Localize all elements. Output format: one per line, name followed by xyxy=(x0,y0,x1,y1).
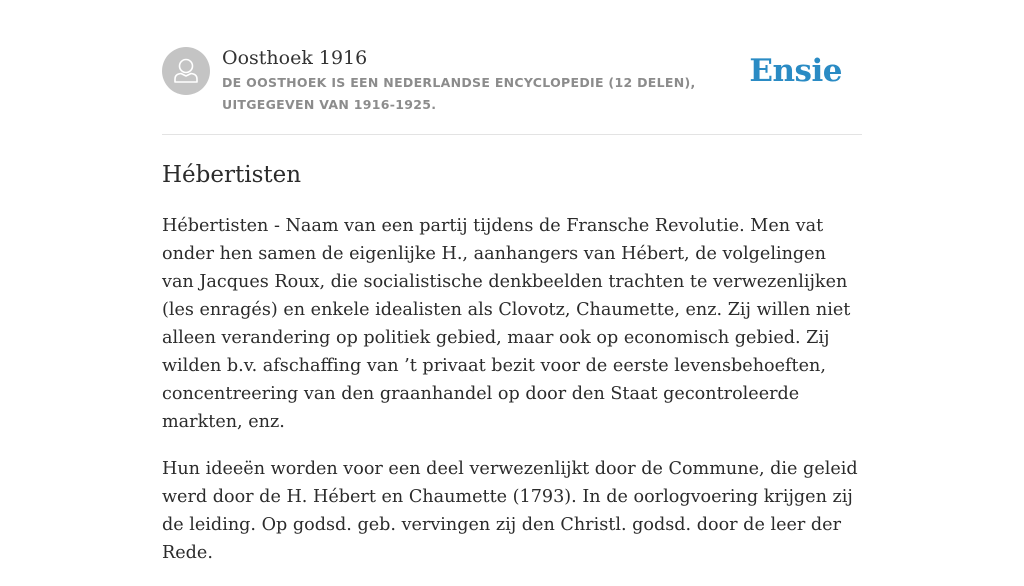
source-name[interactable]: Oosthoek 1916 xyxy=(222,47,368,69)
source-avatar[interactable] xyxy=(162,47,210,95)
article-title: Hébertisten xyxy=(162,162,302,188)
source-description: DE OOSTHOEK IS EEN NEDERLANDSE ENCYCLOPEDIE (12 DELEN), UITGEGEVEN VAN 1916-1925. xyxy=(222,75,696,112)
article-paragraph: Hébertisten - Naam van een partij tijdens de Fransche Revolutie. Men vat onder hen samen de eigenlijke H., aanhangers van Hébert, de volgelingen van Jacques Roux, die socialistische denkbeelden trachten te verwezenlijken (les enragés) en enkele idealisten als Clovotz, Chaumette, enz. Zij willen niet alleen verandering op politiek gebied, maar ook op economisch gebied. Zij wilden b.v. afschaffing van ’t privaat bezit voor de eerste levensbehoeften, concentreering van den graanhandel op door den Staat gecontroleerde markten, enz. xyxy=(162,216,851,432)
source-header xyxy=(162,46,862,135)
user-icon xyxy=(162,47,210,95)
article-body xyxy=(162,212,862,586)
article-paragraph: Hun ideeën worden voor een deel verwezenlijkt door de Commune, die geleid werd door de H. Hébert en Chaumette (1793). In de oorlogvoering krijgen zij de leiding. Op godsd. geb. vervingen zij den Christl. godsd. door de leer der Rede. xyxy=(162,459,858,563)
ensie-logo[interactable]: Ensie xyxy=(749,53,842,89)
